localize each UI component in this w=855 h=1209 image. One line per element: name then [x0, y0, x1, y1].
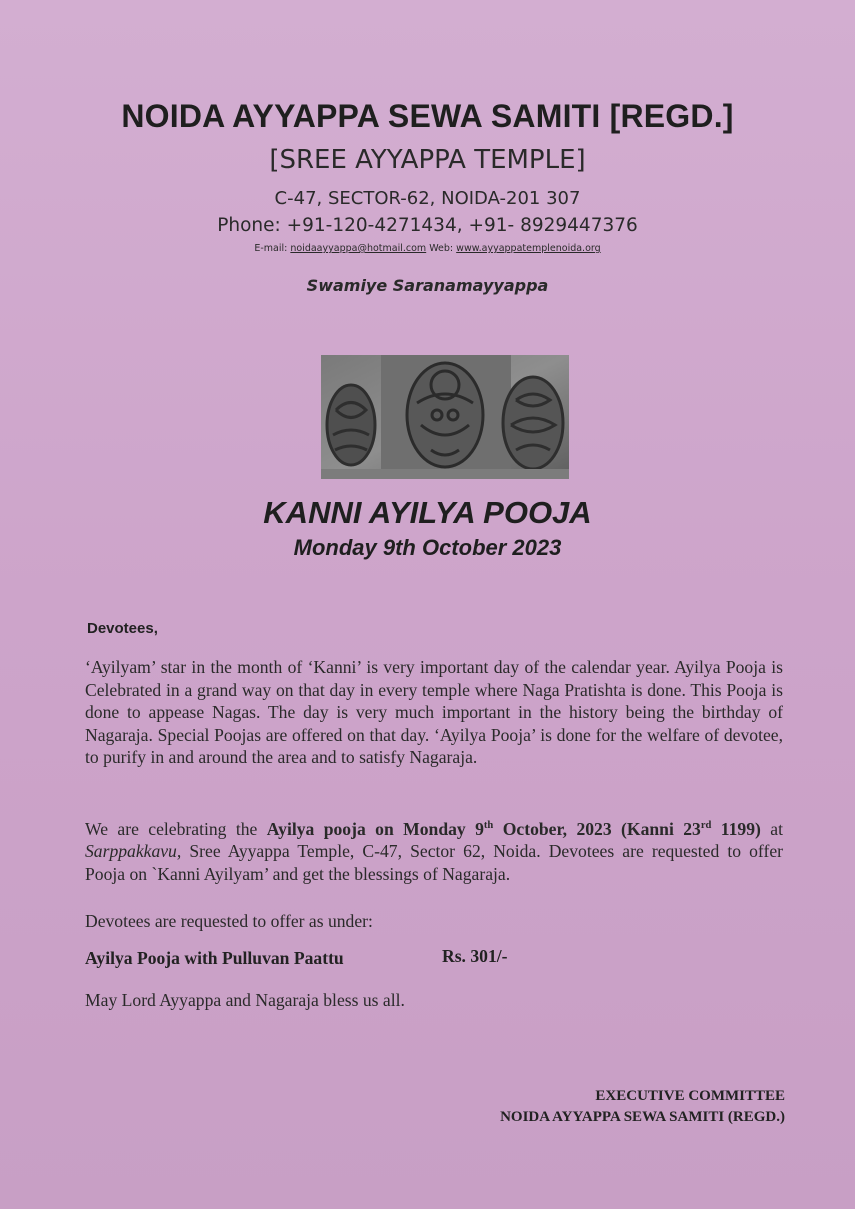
- paragraph-intro: ‘Ayilyam’ star in the month of ‘Kanni’ is very important day of the calendar year. Ayilya Pooja is Celebrated in a grand way on that day in every temple where Naga Pratishta is done. This Pooja is done to appease Nagas. The day is very much important in the history being the birthday of Nagaraja. Special Poojas are offered on that day. ‘Ayilya Pooja’ is done for the welfare of devotee, to purify in and around the area and to satisfy Nagaraja.: [85, 657, 783, 767]
- offer-amount: Rs. 301/-: [442, 946, 508, 966]
- event-title: KANNI AYILYA POOJA: [263, 495, 592, 530]
- para2-text-e: at: [760, 818, 783, 839]
- paragraph-offer-intro: Devotees are requested to offer as under:: [85, 911, 373, 931]
- blessing-line: May Lord Ayyappa and Nagaraja bless us all.: [85, 990, 405, 1010]
- naga-sculpture-image: [321, 355, 569, 479]
- event-date: Monday 9th October 2023: [293, 535, 562, 560]
- offer-name: Ayilya Pooja with Pulluvan Paattu: [85, 948, 344, 968]
- paragraph-celebration: [85, 815, 783, 885]
- sculpture-illustration: [321, 355, 569, 479]
- para2-bold-date: Ayilya pooja on Monday 9th October, 2023 (Kanni 23rd 1199): [266, 818, 761, 839]
- temple-name: [SREE AYYAPPA TEMPLE]: [269, 145, 586, 175]
- contact-line: [0, 243, 855, 254]
- phone-numbers: Phone: +91-120-4271434, +91- 8929447376: [217, 215, 638, 236]
- signature-committee: EXECUTIVE COMMITTEE: [595, 1088, 785, 1104]
- para2-place: Sarppakkavu,: [85, 841, 182, 862]
- email-label: E-mail:: [254, 243, 288, 254]
- chant-line: Swamiye Saranamayyappa: [306, 276, 549, 295]
- address: C-47, SECTOR-62, NOIDA-201 307: [274, 188, 581, 209]
- organization-name: NOIDA AYYAPPA SEWA SAMITI [REGD.]: [121, 98, 734, 134]
- web-label: Web:: [429, 243, 454, 254]
- signature-organization: NOIDA AYYAPPA SEWA SAMITI (REGD.): [500, 1109, 785, 1125]
- para2-text-g: Sree Ayyappa Temple, C-47, Sector 62, Noida. Devotees are requested to offer Pooja on `Kanni Ayilyam’ and get the blessings of Nagaraja.: [85, 841, 783, 884]
- web-link[interactable]: www.ayyappatemplenoida.org: [456, 243, 601, 254]
- email-link[interactable]: noidaayyappa@hotmail.com: [290, 243, 427, 254]
- salutation: Devotees,: [87, 620, 158, 637]
- para2-text-a: We are celebrating the: [85, 818, 267, 839]
